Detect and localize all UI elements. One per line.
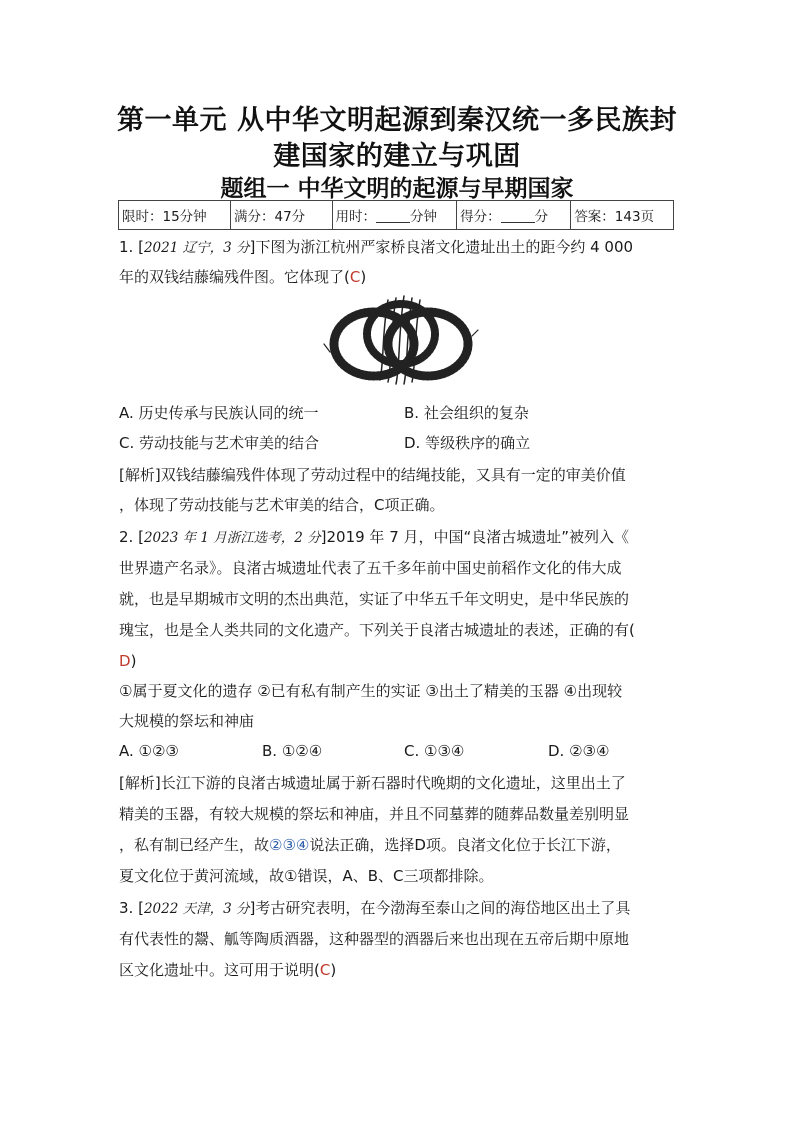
q2-text: ]2019 年 7 月，中国“良渚古城遗址”被列入《	[320, 528, 630, 546]
unit-title-line1: 第一单元 从中华文明起源到秦汉统一多民族封	[117, 105, 677, 136]
full-score-cell: 满分：47分	[231, 201, 333, 230]
q2-source: 2023 年 1 月浙江选考，2 分	[143, 530, 321, 546]
time-used-prefix: 用时：	[335, 209, 377, 225]
q2-analysis-3c: 说法正确，选择D项。良渚文化位于长江下游，	[309, 836, 621, 854]
q2-paren-close: )	[130, 652, 137, 670]
q2-analysis-line4: 夏文化位于黄河流域，故①错误，A、B、C三项都排除。	[119, 867, 494, 885]
q2-stem-line5	[119, 650, 136, 672]
q3-number: 3. [	[119, 899, 144, 917]
q2-analysis-line3	[119, 834, 621, 856]
q1-stem-line2	[119, 266, 366, 288]
q2-stem-line3: 就，也是早期城市文明的杰出典范，实证了中华五千年文明史，是中华民族的	[119, 590, 630, 608]
q3-stem-line2: 有代表性的鬶、觚等陶质酒器，这种器型的酒器后来也出现在五帝后期中原地	[119, 930, 630, 948]
q2-analysis-3a: ，私有制已经产生，故	[119, 836, 270, 854]
score-cell	[457, 201, 571, 230]
time-used-cell	[332, 201, 457, 230]
q2-analysis-line1: [解析]长江下游的良渚古城遗址属于新石器时代晚期的文化遗址，这里出土了	[119, 774, 626, 792]
q3-stem-line3	[119, 959, 336, 981]
q3-stem-line1	[119, 897, 630, 920]
q2-answer: D	[119, 652, 131, 670]
q2-stem-line1	[119, 526, 629, 549]
q2-option-b[interactable]: B. ①②④	[262, 742, 323, 760]
q1-analysis-line2: ，体现了劳动技能与艺术审美的结合，C项正确。	[119, 496, 445, 514]
q2-stem-line2: 世界遗产名录》。良渚古城遗址代表了五千多年前中国史前稻作文化的伟大成	[119, 559, 622, 577]
q1-option-d[interactable]: D. 等级秩序的确立	[404, 434, 531, 452]
q1-number: 1. [	[119, 238, 144, 256]
q1-stem-line1	[119, 236, 633, 259]
q2-option-d[interactable]: D. ②③④	[548, 742, 610, 760]
q2-items-line1: ①属于夏文化的遗存 ②已有私有制产生的实证 ③出土了精美的玉器 ④出现较	[119, 682, 623, 700]
q1-option-c[interactable]: C. 劳动技能与艺术审美的结合	[119, 434, 320, 452]
q2-items-line2: 大规模的祭坛和神庙	[119, 712, 255, 730]
score-blank[interactable]	[501, 208, 535, 223]
info-table	[118, 200, 674, 230]
q2-option-c[interactable]: C. ①③④	[404, 742, 465, 760]
q3-source: 2022 天津，3 分	[143, 901, 250, 917]
q1-source: 2021 辽宁，3 分	[143, 240, 250, 256]
q2-stem-line4: 瑰宝，也是全人类共同的文化遗产。下列关于良渚古城遗址的表述，正确的有(	[119, 621, 635, 639]
double-coin-knot-figure	[322, 292, 480, 392]
time-limit-cell: 限时：15分钟	[119, 201, 231, 230]
q1-text-2: 年的双钱结藤编残件图。它体现了(	[119, 268, 350, 286]
q1-option-a[interactable]: A. 历史传承与民族认同的统一	[119, 404, 319, 422]
q2-analysis-3b: ②③④	[269, 836, 310, 854]
q1-analysis-line1: [解析]双钱结藤编残件体现了劳动过程中的结绳技能，又具有一定的审美价值	[119, 466, 626, 484]
q2-analysis-line2: 精美的玉器，有较大规模的祭坛和神庙，并且不同墓葬的随葬品数量差别明显	[119, 805, 630, 823]
q1-text: ]下图为浙江杭州严家桥良渚文化遗址出土的距今约 4 000	[249, 238, 634, 256]
score-prefix: 得分：	[460, 209, 501, 225]
q3-text-3: 区文化遗址中。这可用于说明(	[119, 961, 320, 979]
score-suffix: 分	[534, 209, 549, 225]
q3-answer: C	[319, 961, 331, 979]
answer-page-cell: 答案：143页	[571, 201, 674, 230]
q1-option-b[interactable]: B. 社会组织的复杂	[404, 404, 529, 422]
q1-answer: C	[349, 268, 361, 286]
q3-paren-close: )	[330, 961, 337, 979]
unit-title-line2: 建国家的建立与巩固	[273, 141, 521, 172]
group-subtitle: 题组一 中华文明的起源与早期国家	[220, 176, 574, 202]
q3-text: ]考古研究表明，在今渤海至泰山之间的海岱地区出土了具	[249, 899, 631, 917]
time-used-blank[interactable]	[376, 208, 410, 223]
time-used-suffix: 分钟	[410, 209, 438, 225]
q2-option-a[interactable]: A. ①②③	[119, 742, 179, 760]
q1-paren-close: )	[360, 268, 367, 286]
q2-number: 2. [	[119, 528, 144, 546]
